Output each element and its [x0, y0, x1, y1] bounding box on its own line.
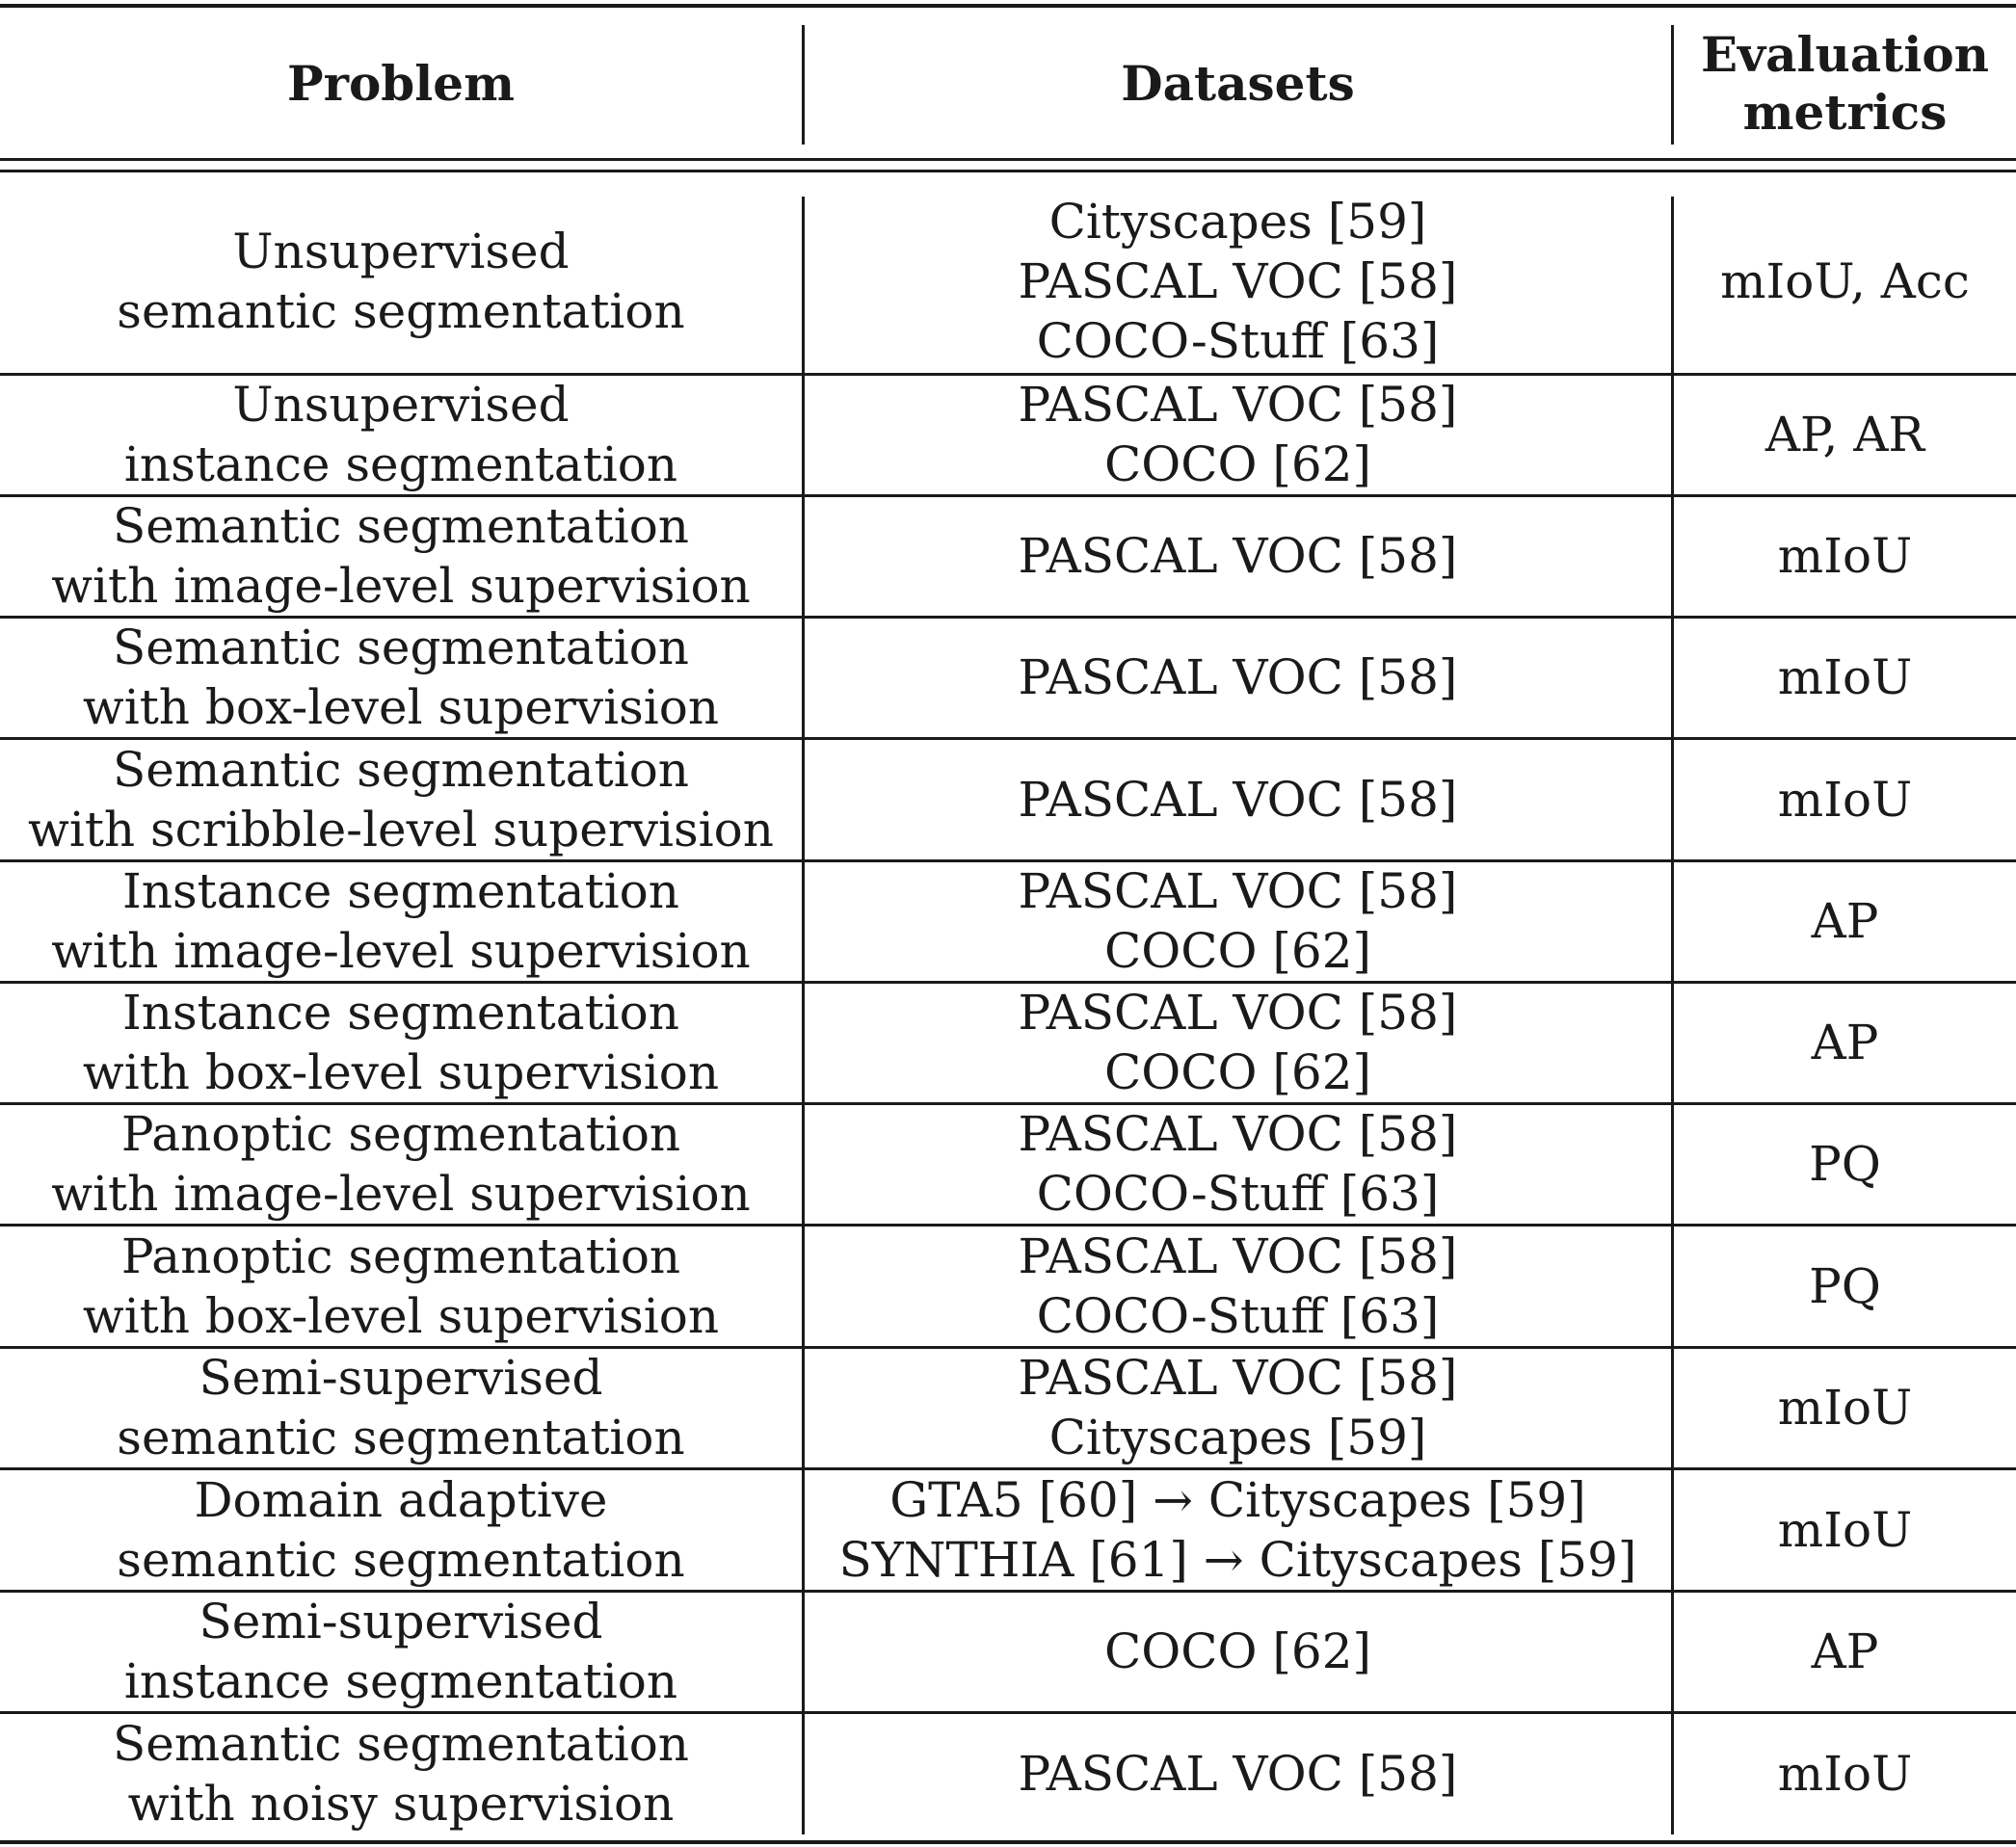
- cell-datasets-line: PASCAL VOC [58]: [1018, 377, 1458, 433]
- cell-datasets: [805, 189, 1671, 374]
- header-problem: [0, 21, 802, 146]
- cell-problem-line: Semi-supervised: [199, 1594, 603, 1649]
- cell-datasets-line: COCO [62]: [1103, 1623, 1372, 1679]
- cell-datasets: [805, 1712, 1671, 1834]
- cell-metrics-text: mIoU: [1777, 1380, 1913, 1436]
- cell-problem-line: Unsupervised: [232, 377, 570, 433]
- cell-datasets-line: SYNTHIA [61] → Cityscapes [59]: [838, 1531, 1637, 1588]
- cell-metrics-text: PQ: [1809, 1257, 1881, 1314]
- cell-datasets-line: COCO [62]: [1103, 436, 1372, 492]
- cell-metrics: [1674, 738, 2016, 860]
- cell-metrics-text: PQ: [1809, 1136, 1881, 1192]
- cell-metrics: [1674, 1225, 2016, 1347]
- cell-problem-line: with image-level supervision: [51, 558, 751, 614]
- cell-metrics: [1674, 860, 2016, 982]
- cell-metrics: [1674, 617, 2016, 738]
- header-rule-upper: [0, 158, 2016, 161]
- cell-metrics-text: mIoU: [1777, 771, 1913, 828]
- cell-datasets-line: COCO-Stuff [63]: [1036, 1287, 1440, 1344]
- cell-problem-line: Semantic segmentation: [113, 498, 689, 554]
- cell-datasets-line: PASCAL VOC [58]: [1018, 1227, 1458, 1284]
- cell-problem: [0, 495, 802, 617]
- cell-datasets: [805, 982, 1671, 1103]
- cell-datasets-line: GTA5 [60] → Cityscapes [59]: [889, 1471, 1586, 1528]
- cell-problem: [0, 860, 802, 982]
- cell-problem: [0, 374, 802, 495]
- cell-datasets-line: Cityscapes [59]: [1048, 194, 1427, 250]
- cell-datasets-line: PASCAL VOC [58]: [1018, 985, 1458, 1041]
- cell-problem: [0, 1225, 802, 1347]
- cell-problem-line: with scribble-level supervision: [28, 801, 774, 858]
- cell-datasets: [805, 1591, 1671, 1712]
- cell-problem: [0, 1103, 802, 1225]
- cell-datasets-line: COCO-Stuff [63]: [1036, 313, 1440, 369]
- cell-metrics: [1674, 1591, 2016, 1712]
- cell-metrics: [1674, 1103, 2016, 1225]
- cell-problem: [0, 189, 802, 374]
- cell-datasets-line: PASCAL VOC [58]: [1018, 1106, 1458, 1162]
- cell-problem-line: with noisy supervision: [127, 1775, 675, 1832]
- cell-datasets-line: PASCAL VOC [58]: [1018, 1745, 1458, 1802]
- cell-datasets: [805, 617, 1671, 738]
- table-bottom-rule: [0, 1840, 2016, 1844]
- cell-problem-line: Semantic segmentation: [113, 620, 689, 675]
- cell-datasets: [805, 1347, 1671, 1468]
- cell-datasets-line: PASCAL VOC [58]: [1018, 649, 1458, 705]
- header-metrics-label-line1: Evaluation: [1700, 26, 1990, 83]
- cell-datasets-line: COCO [62]: [1103, 1044, 1372, 1100]
- cell-datasets: [805, 1225, 1671, 1347]
- cell-datasets-line: Cityscapes [59]: [1048, 1410, 1427, 1465]
- cell-problem-line: semantic segmentation: [117, 1531, 685, 1588]
- cell-datasets: [805, 860, 1671, 982]
- cell-metrics: [1674, 1347, 2016, 1468]
- cell-datasets-line: PASCAL VOC [58]: [1018, 863, 1458, 919]
- cell-metrics: [1674, 1468, 2016, 1591]
- cell-datasets-line: COCO [62]: [1103, 923, 1372, 979]
- cell-problem-line: semantic segmentation: [117, 283, 685, 339]
- cell-datasets: [805, 738, 1671, 860]
- cell-problem: [0, 1712, 802, 1834]
- cell-metrics-text: mIoU: [1777, 649, 1913, 705]
- header-datasets: [805, 21, 1671, 146]
- cell-metrics: [1674, 374, 2016, 495]
- cell-problem-line: Unsupervised: [232, 224, 570, 279]
- cell-metrics: [1674, 495, 2016, 617]
- cell-problem-line: Semantic segmentation: [113, 741, 689, 798]
- cell-metrics: [1674, 982, 2016, 1103]
- cell-metrics-text: AP, AR: [1764, 407, 1925, 462]
- header-problem-label: Problem: [287, 55, 515, 112]
- cell-metrics-text: AP: [1811, 1623, 1879, 1679]
- cell-problem-line: with box-level supervision: [82, 679, 720, 735]
- cell-metrics-text: AP: [1811, 1015, 1879, 1070]
- cell-metrics-text: mIoU, Acc: [1720, 253, 1970, 309]
- cell-problem: [0, 1347, 802, 1468]
- cell-problem-line: Instance segmentation: [122, 863, 679, 919]
- cell-datasets: [805, 1103, 1671, 1225]
- cell-problem: [0, 982, 802, 1103]
- cell-metrics: [1674, 189, 2016, 374]
- cell-metrics: [1674, 1712, 2016, 1834]
- cell-problem-line: with box-level supervision: [82, 1044, 720, 1100]
- cell-problem-line: with image-level supervision: [51, 923, 751, 979]
- cell-datasets-line: COCO-Stuff [63]: [1036, 1166, 1440, 1222]
- cell-metrics-text: mIoU: [1777, 1745, 1913, 1802]
- cell-datasets: [805, 1468, 1671, 1591]
- header-rule-lower: [0, 170, 2016, 172]
- cell-datasets-line: PASCAL VOC [58]: [1018, 771, 1458, 828]
- cell-datasets-line: PASCAL VOC [58]: [1018, 528, 1458, 584]
- cell-metrics-text: AP: [1811, 893, 1879, 949]
- cell-problem-line: with box-level supervision: [82, 1287, 720, 1344]
- header-datasets-label: Datasets: [1121, 55, 1355, 112]
- cell-datasets-line: PASCAL VOC [58]: [1018, 253, 1458, 309]
- cell-problem: [0, 738, 802, 860]
- cell-datasets: [805, 495, 1671, 617]
- cell-problem: [0, 617, 802, 738]
- header-evaluation-metrics: [1674, 21, 2016, 146]
- cell-problem-line: instance segmentation: [123, 1653, 678, 1709]
- header-metrics-label-line2: metrics: [1742, 84, 1948, 141]
- cell-problem-line: semantic segmentation: [117, 1410, 685, 1465]
- cell-problem-line: Panoptic segmentation: [120, 1106, 681, 1162]
- cell-problem: [0, 1468, 802, 1591]
- cell-problem-line: Panoptic segmentation: [120, 1227, 681, 1284]
- table-top-rule: [0, 4, 2016, 8]
- cell-problem-line: Domain adaptive: [194, 1471, 608, 1528]
- cell-problem-line: with image-level supervision: [51, 1166, 751, 1222]
- cell-datasets: [805, 374, 1671, 495]
- cell-metrics-text: mIoU: [1777, 528, 1913, 584]
- cell-problem-line: Semantic segmentation: [113, 1715, 689, 1772]
- cell-problem-line: instance segmentation: [123, 436, 678, 492]
- cell-problem-line: Semi-supervised: [199, 1350, 603, 1406]
- cell-metrics-text: mIoU: [1777, 1501, 1913, 1558]
- cell-problem: [0, 1591, 802, 1712]
- cell-datasets-line: PASCAL VOC [58]: [1018, 1350, 1458, 1406]
- cell-problem-line: Instance segmentation: [122, 985, 679, 1041]
